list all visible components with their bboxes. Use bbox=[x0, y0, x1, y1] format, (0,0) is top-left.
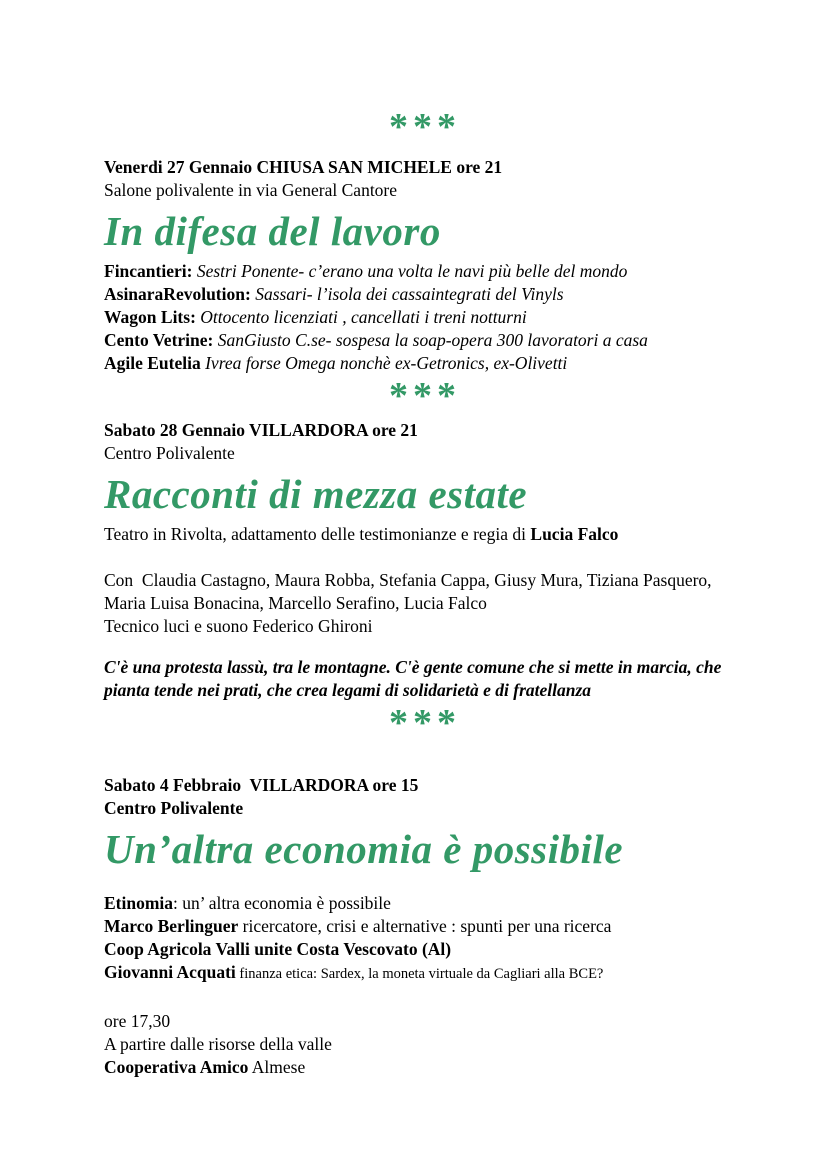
event-date-location: Venerdi 27 Gennaio CHIUSA SAN MICHELE ore 21 bbox=[104, 157, 503, 177]
speaker-topic: ricercatore, crisi e alternative : spunti per una ricerca bbox=[238, 916, 612, 936]
org-place: Almese bbox=[248, 1057, 306, 1077]
event-date-location: Sabato 4 Febbraio VILLARDORA ore 15 bbox=[104, 775, 419, 795]
speaker-name: Giovanni Acquati bbox=[104, 962, 236, 982]
section-divider-stars: *** bbox=[389, 375, 461, 417]
program-item-text: SanGiusto C.se- sospesa la soap-opera 300 lavoratori a casa bbox=[213, 330, 648, 350]
program-item-lead: AsinaraRevolution: bbox=[104, 284, 251, 304]
program-item-text: Ottocento licenziati , cancellati i treni notturni bbox=[195, 307, 527, 327]
speaker-item bbox=[104, 892, 746, 915]
speaker-item bbox=[104, 938, 746, 961]
speaker-topic: : un’ altra economia è possibile bbox=[173, 893, 391, 913]
program-item-text: Ivrea forse Omega nonchè ex-Getronics, ex-Olivetti bbox=[200, 353, 568, 373]
spacer bbox=[104, 546, 746, 569]
speaker-name: Marco Berlinguer bbox=[104, 916, 239, 936]
program-item-text: Sassari- l’isola dei cassaintegrati del Vinyls bbox=[250, 284, 564, 304]
program-item bbox=[104, 260, 746, 283]
event-title: Racconti di mezza estate bbox=[104, 471, 528, 517]
speaker-item bbox=[104, 915, 746, 938]
event-venue: Salone polivalente in via General Cantore bbox=[104, 180, 398, 200]
session-theme: A partire dalle risorse della valle bbox=[104, 1034, 332, 1054]
event-section-villardora-economia bbox=[104, 774, 746, 1079]
event-title: Un’altra economia è possibile bbox=[104, 826, 624, 872]
program-item-lead: Cento Vetrine: bbox=[104, 330, 214, 350]
program-item-lead: Agile Eutelia bbox=[104, 353, 201, 373]
event-venue: Centro Polivalente bbox=[104, 798, 244, 818]
program-item bbox=[104, 352, 746, 375]
event-subtitle bbox=[104, 523, 746, 546]
program-item-lead: Fincantieri: bbox=[104, 261, 193, 281]
event-section-chiusa-san-michele bbox=[104, 156, 746, 375]
section-divider-stars: *** bbox=[389, 106, 461, 148]
program-item-text: Sestri Ponente- c’erano una volta le navi più belle del mondo bbox=[192, 261, 628, 281]
program-item bbox=[104, 283, 746, 306]
event-date-location: Sabato 28 Gennaio VILLARDORA ore 21 bbox=[104, 420, 418, 440]
cast-list: Con Claudia Castagno, Maura Robba, Stefania Cappa, Giusy Mura, Tiziana Pasquero, Maria Luisa Bonacina, Marcello Serafino, Lucia Falco bbox=[104, 570, 712, 613]
event-section-villardora-teatro bbox=[104, 419, 746, 702]
org-name: Cooperativa Amico bbox=[104, 1057, 249, 1077]
director-name: Lucia Falco bbox=[530, 524, 619, 544]
event-title: In difesa del lavoro bbox=[104, 208, 441, 254]
program-item bbox=[104, 329, 746, 352]
event-time: ore 17,30 bbox=[104, 1011, 171, 1031]
section-divider-stars: *** bbox=[389, 702, 461, 744]
show-synopsis: C'è una protesta lassù, tra le montagne. C'è gente comune che si mette in marcia, che pianta tende nei prati, che crea legami di solidarietà e di fratellanza bbox=[104, 657, 722, 700]
tech-credit: Tecnico luci e suono Federico Ghironi bbox=[104, 616, 373, 636]
event-venue: Centro Polivalente bbox=[104, 443, 235, 463]
speaker-topic: finanza etica: Sardex, la moneta virtuale da Cagliari alla BCE? bbox=[235, 966, 604, 982]
subtitle-text: Teatro in Rivolta, adattamento delle testimonianze e regia di bbox=[104, 524, 531, 544]
org-item bbox=[104, 1056, 746, 1079]
speaker-name: Etinomia bbox=[104, 893, 174, 913]
program-item bbox=[104, 306, 746, 329]
program-item-lead: Wagon Lits: bbox=[104, 307, 196, 327]
speaker-name: Coop Agricola Valli unite Costa Vescovato (Al) bbox=[104, 939, 452, 959]
speaker-item bbox=[104, 961, 746, 986]
